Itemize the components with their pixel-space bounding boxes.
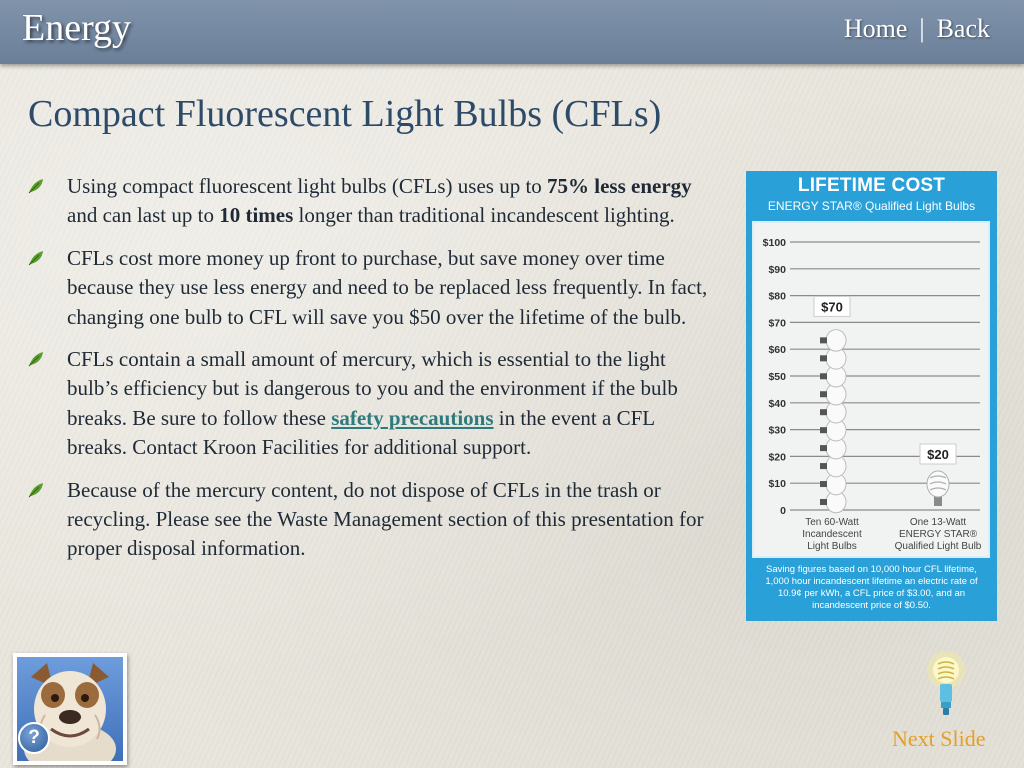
y-tick-label: $50: [768, 371, 786, 383]
leaf-bullet-icon: [28, 250, 44, 266]
bullet-text: Because of the mercury content, do not dispose of CFLs in the trash or recycling. Please see the Waste Management section of this presentation for proper disposal information.: [67, 477, 704, 561]
home-link[interactable]: Home: [843, 14, 908, 43]
lifetime-cost-chart: [754, 223, 988, 556]
leaf-bullet-icon: [28, 178, 44, 194]
bullet-text: CFLs contain a small amount of mercury, which is essential to the light bulb’s efficiency but is dangerous to you and the environment if the bulb breaks. Be sure to follow these: [67, 347, 678, 430]
y-tick-label: $20: [768, 451, 786, 464]
y-tick-label: $70: [768, 317, 786, 330]
page-title: Compact Fluorescent Light Bulbs (CFLs): [28, 93, 662, 135]
bulb-base-mark: [820, 445, 827, 451]
x-category-label: Light Bulbs: [807, 541, 857, 552]
bullet-item: [28, 345, 718, 463]
bullet-text: longer than traditional incandescent lighting.: [293, 203, 675, 228]
chart-footnote: Saving figures based on 10,000 hour CFL lifetime, 1,000 hour incandescent lifetime an electric rate of 10.9¢ per kWh, a CFL price of $3.00, and an incandescent price of $0.50.: [765, 564, 978, 611]
bullet-item: [28, 172, 718, 231]
bulb-base-mark: [820, 463, 827, 469]
x-category-label: Incandescent: [802, 529, 862, 540]
bulb-base-mark: [820, 391, 827, 397]
next-slide-link[interactable]: Next Slide: [892, 726, 986, 751]
lifetime-cost-infographic: [746, 171, 997, 621]
bulb-base-mark: [820, 355, 827, 361]
top-nav: [844, 14, 990, 44]
x-category-label: One 13-Watt: [909, 517, 967, 528]
lightbulb-icon: [921, 648, 971, 720]
y-tick-label: $90: [768, 263, 786, 276]
incandescent-bulb-mark: [826, 330, 846, 352]
bulb-base-mark: [820, 481, 827, 487]
bulb-base-mark: [820, 499, 827, 505]
bullet-text: Using compact fluorescent light bulbs (CFLs) uses up to: [67, 174, 548, 198]
chart-subtitle: ENERGY STAR® Qualified Light Bulbs: [767, 199, 976, 213]
bulb-base-mark: [820, 427, 827, 433]
data-label: $20: [927, 447, 949, 462]
bullet-item: [28, 244, 718, 332]
y-tick-label: $30: [768, 424, 786, 437]
help-icon[interactable]: ?: [18, 722, 50, 754]
y-tick-label: $80: [768, 290, 786, 303]
leaf-bullet-icon: [28, 482, 44, 498]
section-title: Energy: [22, 7, 132, 49]
bulb-base-mark: [820, 337, 827, 343]
y-tick-label: 0: [780, 505, 786, 517]
bullet-text: and can last up to: [67, 203, 220, 228]
y-tick-label: $100: [762, 237, 786, 249]
y-tick-label: $60: [768, 344, 786, 357]
nav-separator: |: [919, 14, 925, 43]
y-tick-label: $10: [768, 478, 786, 491]
y-tick-label: $40: [768, 397, 786, 410]
x-category-label: ENERGY STAR®: [898, 529, 978, 540]
chart-plot-box: [752, 221, 990, 558]
bullet-text: in the event a CFL breaks. Contact Kroon Facilities for additional support.: [67, 405, 655, 460]
header-bar: [0, 0, 1024, 64]
back-link[interactable]: Back: [936, 14, 990, 43]
bulb-base-mark: [820, 373, 827, 379]
bullet-list: [28, 172, 718, 577]
bullet-emphasis: 10 times: [219, 203, 294, 228]
chart-title: LIFETIME COST: [797, 175, 946, 196]
bullet-text: CFLs cost more money up front to purchase, but save money over time because they use less energy and need to be replaced less frequently. In fact, changing one bulb to CFL will save you $50 over the lifetime of the bulb.: [67, 245, 708, 329]
bullet-item: [28, 476, 718, 564]
safety-precautions-link[interactable]: safety precautions: [331, 405, 494, 430]
leaf-bullet-icon: [28, 351, 44, 367]
data-label: $70: [821, 299, 843, 315]
bulb-base-mark: [820, 409, 827, 415]
x-category-label: Qualified Light Bulb: [894, 541, 982, 552]
bullet-emphasis: 75% less energy: [547, 174, 692, 198]
x-category-label: Ten 60-Watt: [805, 517, 859, 528]
